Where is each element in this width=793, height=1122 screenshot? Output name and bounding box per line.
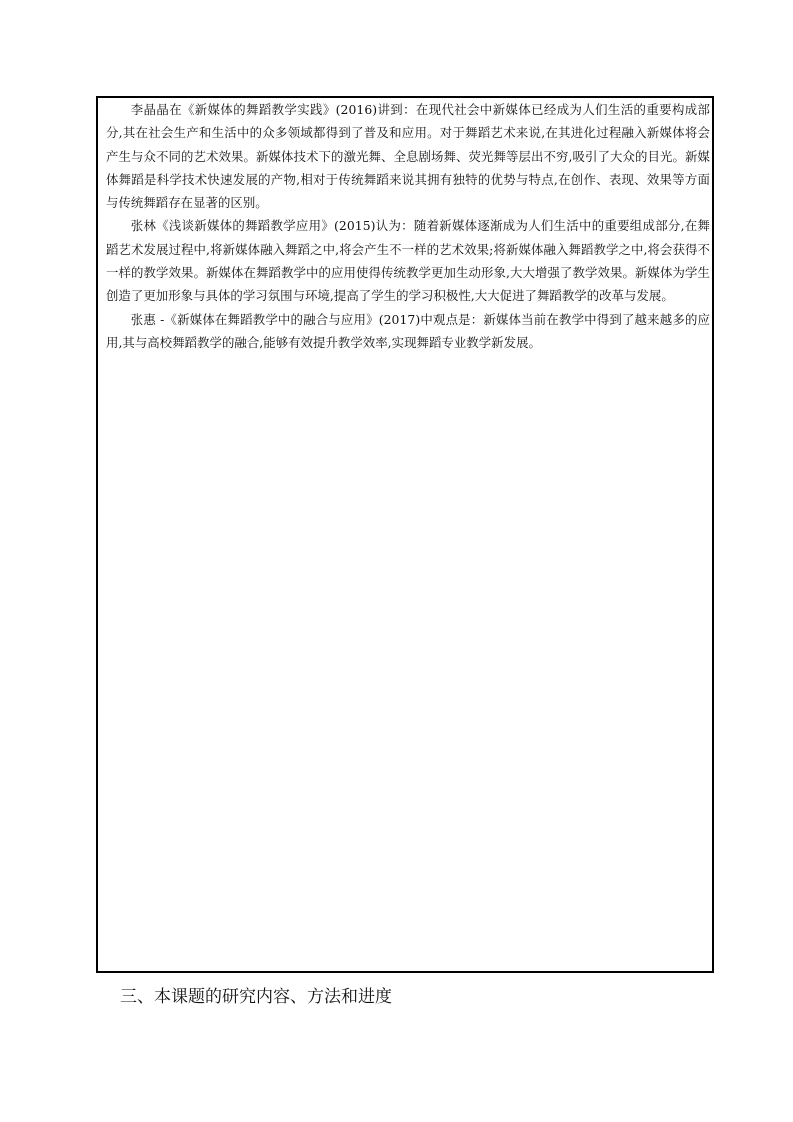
literature-review-content: [106, 98, 710, 354]
review-paragraph-li-jingjing: 李晶晶在《新媒体的舞蹈教学实践》(2016)讲到：在现代社会中新媒体已经成为人们生活的重要构成部分,其在社会生产和生活中的众多领域都得到了普及和应用。对于舞蹈艺术来说,在其进化过程融入新媒体将会产生与众不同的艺术效果。新媒体技术下的激光舞、全息剧场舞、荧光舞等层出不穷,吸引了大众的目光。新媒体舞蹈是科学技术快速发展的产物,相对于传统舞蹈来说其拥有独特的优势与特点,在创作、表现、效果等方面与传统舞蹈存在显著的区别。: [106, 102, 710, 211]
review-paragraph-zhang-hui: 张惠 -《新媒体在舞蹈教学中的融合与应用》(2017)中观点是：新媒体当前在教学中得到了越来越多的应用,其与高校舞蹈教学的融合,能够有效提升教学效率,实现舞蹈专业教学新发展。: [106, 311, 710, 350]
section-heading-research-content: 三、本课题的研究内容、方法和进度: [120, 987, 392, 1007]
review-paragraph-zhang-lin: 张林《浅谈新媒体的舞蹈教学应用》(2015)认为：随着新媒体逐渐成为人们生活中的重要组成部分,在舞蹈艺术发展过程中,将新媒体融入舞蹈之中,将会产生不一样的艺术效果;将新媒体融入舞蹈教学之中,将会获得不一样的教学效果。新媒体在舞蹈教学中的应用使得传统教学更加生动形象,大大增强了教学效果。新媒体为学生创造了更加形象与具体的学习氛围与环境,提高了学生的学习积极性,大大促进了舞蹈教学的改革与发展。: [106, 218, 710, 304]
